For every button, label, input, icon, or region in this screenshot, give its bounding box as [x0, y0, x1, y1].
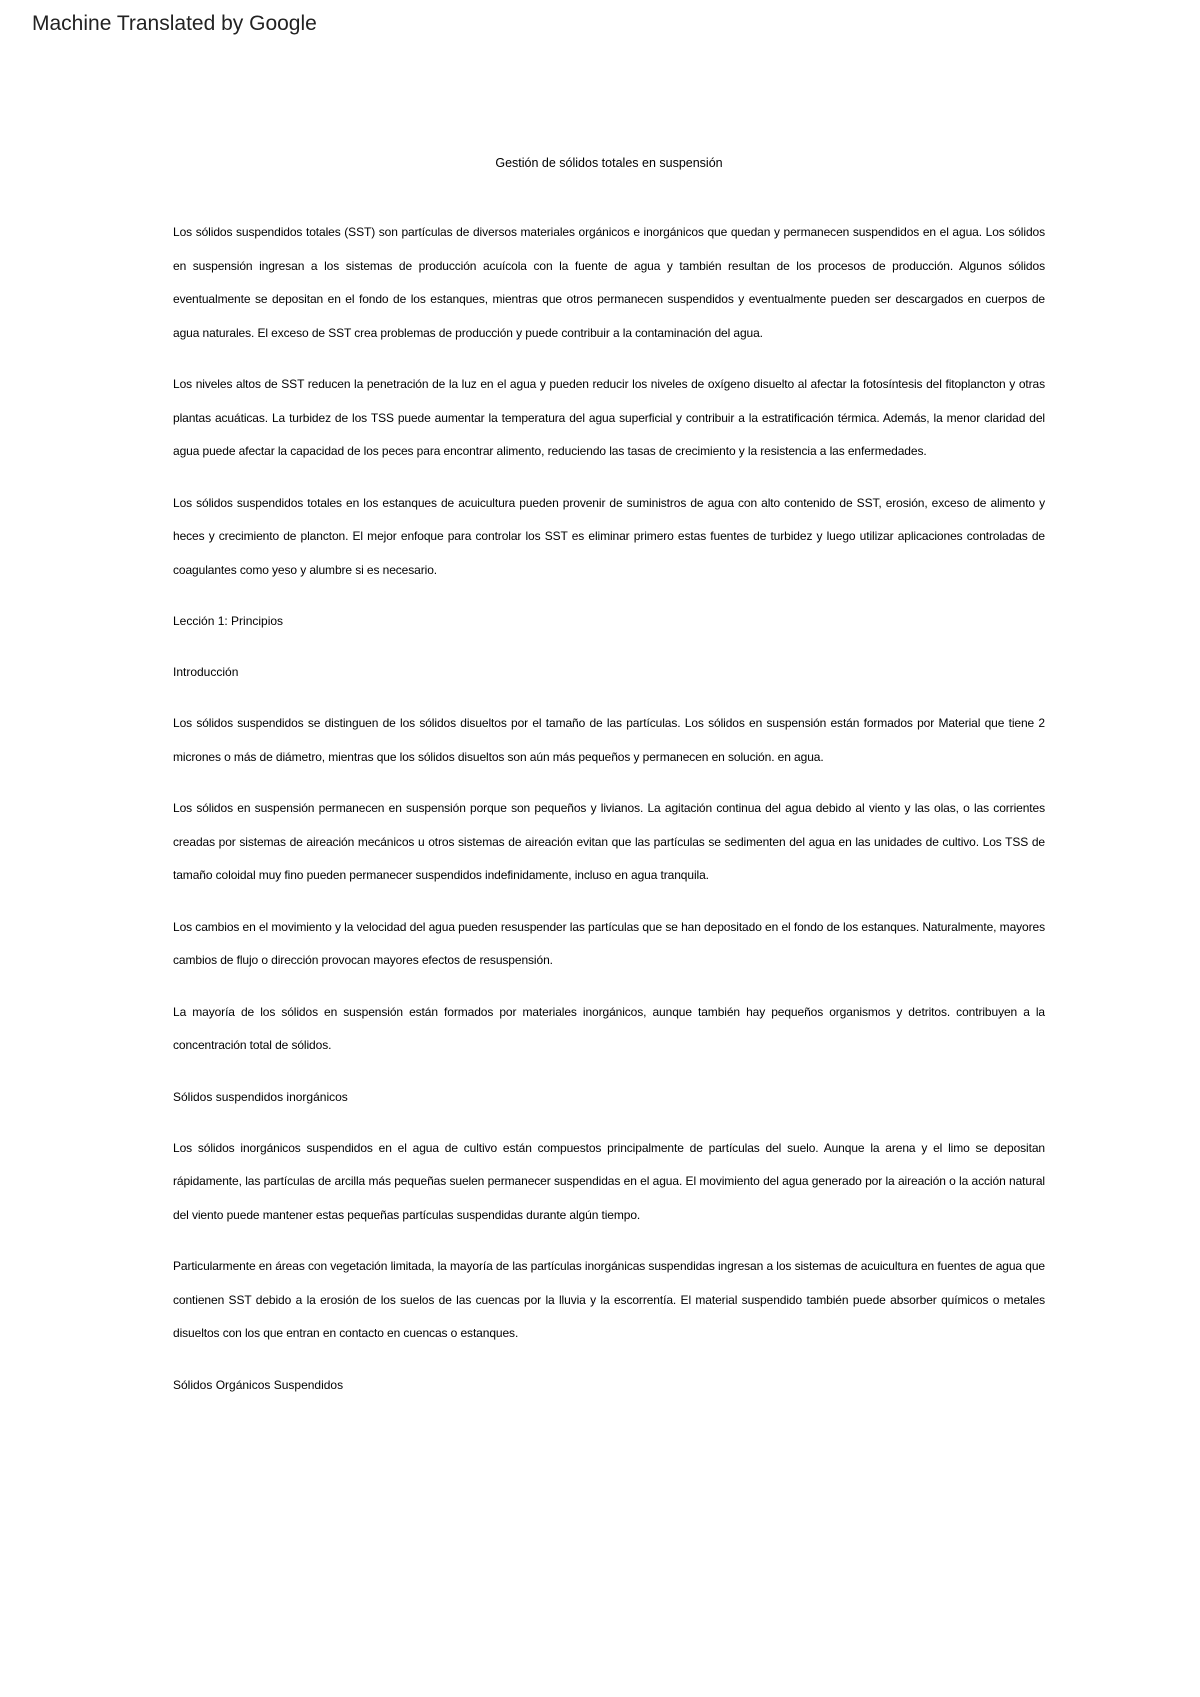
- heading-inorganic-solids: Sólidos suspendidos inorgánicos: [173, 1089, 348, 1104]
- paragraph-tss-definition: Los sólidos suspendidos totales (SST) son partículas de diversos materiales orgánicos e inorgánicos que quedan y permanecen suspendidos en el agua. Los sólidos en suspensión ingresan a los sistemas de producción acuícola con la fuente de agua y también resultan de los procesos de producción. Algunos sólidos eventualmente se depositan en el fondo de los estanques, mientras que otros permanecen suspendidos y eventualmente pueden ser descargados en cuerpos de agua naturales. El exceso de SST crea problemas de producción y puede contribuir a la contaminación del agua.: [173, 225, 1045, 340]
- paragraph-inorganic-soil: Los sólidos inorgánicos suspendidos en el agua de cultivo están compuestos principalmente de partículas del suelo. Aunque la arena y el limo se depositan rápidamente, las partículas de arcilla más pequeñas suelen permanecer suspendidas en el agua. El movimiento del agua generado por la aireación o la acción natural del viento puede mantener estas pequeñas partículas suspendidas durante algún tiempo.: [173, 1140, 1045, 1222]
- heading-organic-solids: Sólidos Orgánicos Suspendidos: [173, 1377, 344, 1392]
- paragraph-resuspension: Los cambios en el movimiento y la velocidad del agua pueden resuspender las partículas que se han depositado en el fondo de los estanques. Naturalmente, mayores cambios de flujo o dirección provocan mayores efectos de resuspensión.: [173, 919, 1045, 967]
- paragraph-inorganic-sources: Particularmente en áreas con vegetación limitada, la mayoría de las partículas inorgánicas suspendidas ingresan a los sistemas de acuicultura en fuentes de agua que contienen SST debido a la erosión de los suelos de las cuencas por la lluvia y la escorrentía. El material suspendido también puede absorber químicos o metales disueltos con los que entran en contacto en cuencas o estanques.: [173, 1259, 1045, 1340]
- document-body: [173, 148, 1045, 1420]
- machine-translated-label: Machine Translated by Google: [32, 12, 317, 35]
- paragraph-suspension: Los sólidos en suspensión permanecen en suspensión porque son pequeños y livianos. La agitación continua del agua debido al viento y las olas, o las corrientes creadas por sistemas de aireación mecánicos u otros sistemas de aireación evitan que las partículas se sedimenten del agua en las unidades de cultivo. Los TSS de tamaño coloidal muy fino pueden permanecer suspendidos indefinidamente, incluso en agua tranquila.: [173, 801, 1045, 882]
- paragraph-tss-effects: Los niveles altos de SST reducen la penetración de la luz en el agua y pueden reducir los niveles de oxígeno disuelto al afectar la fotosíntesis del fitoplancton y otras plantas acuáticas. La turbidez de los TSS puede aumentar la temperatura del agua superficial y contribuir a la estratificación térmica. Además, la menor claridad del agua puede afectar la capacidad de los peces para encontrar alimento, reduciendo las tasas de crecimiento y la resistencia a las enfermedades.: [173, 377, 1045, 458]
- heading-lesson-1: Lección 1: Principios: [173, 614, 284, 628]
- paragraph-composition: La mayoría de los sólidos en suspensión están formados por materiales inorgánicos, aunque también hay pequeños organismos y detritos. contribuyen a la concentración total de sólidos.: [173, 1004, 1045, 1052]
- paragraph-tss-sources: Los sólidos suspendidos totales en los estanques de acuicultura pueden provenir de suministros de agua con alto contenido de SST, erosión, exceso de alimento y heces y crecimiento de plancton. El mejor enfoque para controlar los SST es eliminar primero estas fuentes de turbidez y luego utilizar aplicaciones controladas de coagulantes como yeso y alumbre si es necesario.: [173, 495, 1045, 577]
- document-title: Gestión de sólidos totales en suspensión: [495, 156, 723, 170]
- paragraph-particle-size: Los sólidos suspendidos se distinguen de los sólidos disueltos por el tamaño de las partículas. Los sólidos en suspensión están formados por Material que tiene 2 micrones o más de diámetro, mientras que los sólidos disueltos son aún más pequeños y permanecen en solución. en agua.: [173, 716, 1045, 764]
- heading-introduction: Introducción: [173, 665, 239, 679]
